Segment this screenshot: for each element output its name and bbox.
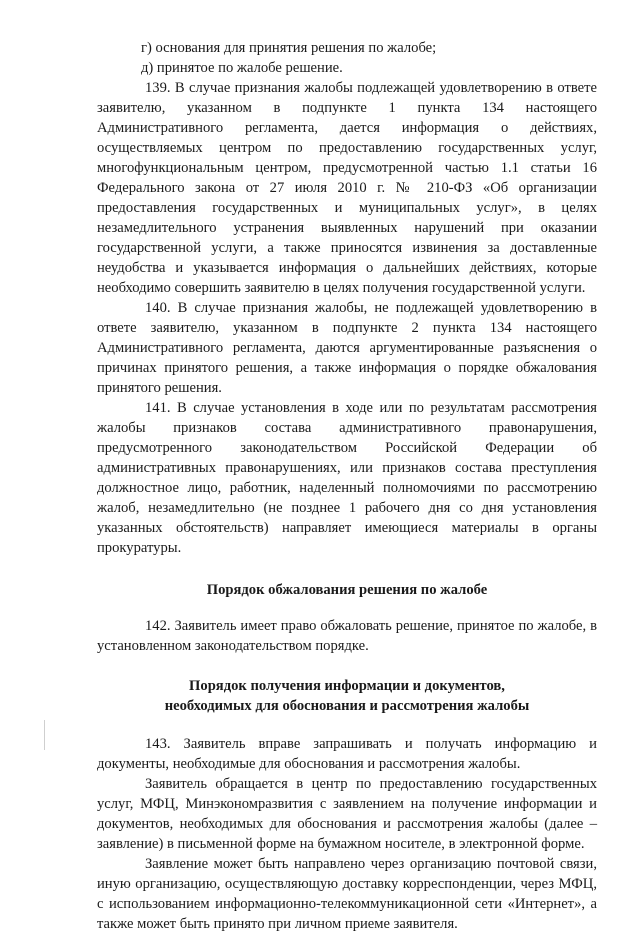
paragraph-140: 140. В случае признания жалобы, не подлежащей удовлетворению в ответе заявителю, указанном в подпункте 2 пункта 134 настоящего Административного регламента, даются аргументированные разъяснения о причинах принятого решения, а также информация о порядке обжалования принятого решения. bbox=[97, 300, 597, 396]
section-heading-information-line1: Порядок получения информации и документов, bbox=[189, 678, 505, 694]
list-item-d: д) принятое по жалобе решение. bbox=[141, 60, 343, 76]
paragraph-143: 143. Заявитель вправе запрашивать и получать информацию и документы, необходимые для обоснования и рассмотрения жалобы. bbox=[97, 736, 597, 772]
scan-margin-mark bbox=[44, 720, 45, 750]
list-item-g: г) основания для принятия решения по жалобе; bbox=[141, 40, 437, 56]
paragraph-application-delivery: Заявление может быть направлено через организацию почтовой связи, иную организацию, осуществляющую доставку корреспонденции, через МФЦ, с использованием информационно-телекоммуникационной сети «Интернет», а также может быть принято при личном приеме заявителя. bbox=[97, 856, 597, 932]
document-body bbox=[97, 38, 597, 934]
paragraph-141: 141. В случае установления в ходе или по результатам рассмотрения жалобы признаков состава административного правонарушения, предусмотренного законодательством Российской Федерации об административных правонарушениях, или признаков состава преступления должностное лицо, работник, наделенный полномочиями по рассмотрению жалоб, незамедлительно (не позднее 1 рабочего дня со дня установления указанных обстоятельств) направляет имеющиеся материалы в органы прокуратуры. bbox=[97, 400, 597, 556]
section-heading-appeal: Порядок обжалования решения по жалобе bbox=[206, 582, 488, 598]
paragraph-139: 139. В случае признания жалобы подлежащей удовлетворению в ответе заявителю, указанном в подпункте 1 пункта 134 настоящего Административного регламента, дается информация о действиях, осуществляемых центром по предоставлению государственных услуг, многофункциональным центром, предусмотренной частью 1.1 статьи 16 Федерального закона от 27 июля 2010 г. № 210-ФЗ «Об организации предоставления государственных и муниципальных услуг», в целях незамедлительного устранения выявленных нарушений при оказании государственной услуги, а также приносятся извинения за доставленные неудобства и указывается информация о дальнейших действиях, которые необходимо совершить заявителю в целях получения государственной услуги. bbox=[97, 80, 597, 296]
paragraph-application-submission: Заявитель обращается в центр по предоставлению государственных услуг, МФЦ, Минэкономразвития с заявлением на получение информации и документов, необходимых для обоснования и рассмотрения жалобы (далее – заявление) в письменной форме на бумажном носителе, в электронной форме. bbox=[97, 776, 597, 852]
paragraph-142: 142. Заявитель имеет право обжаловать решение, принятое по жалобе, в установленном законодательством порядке. bbox=[97, 618, 597, 654]
section-heading-information-line2: необходимых для обоснования и рассмотрения жалобы bbox=[164, 698, 530, 714]
